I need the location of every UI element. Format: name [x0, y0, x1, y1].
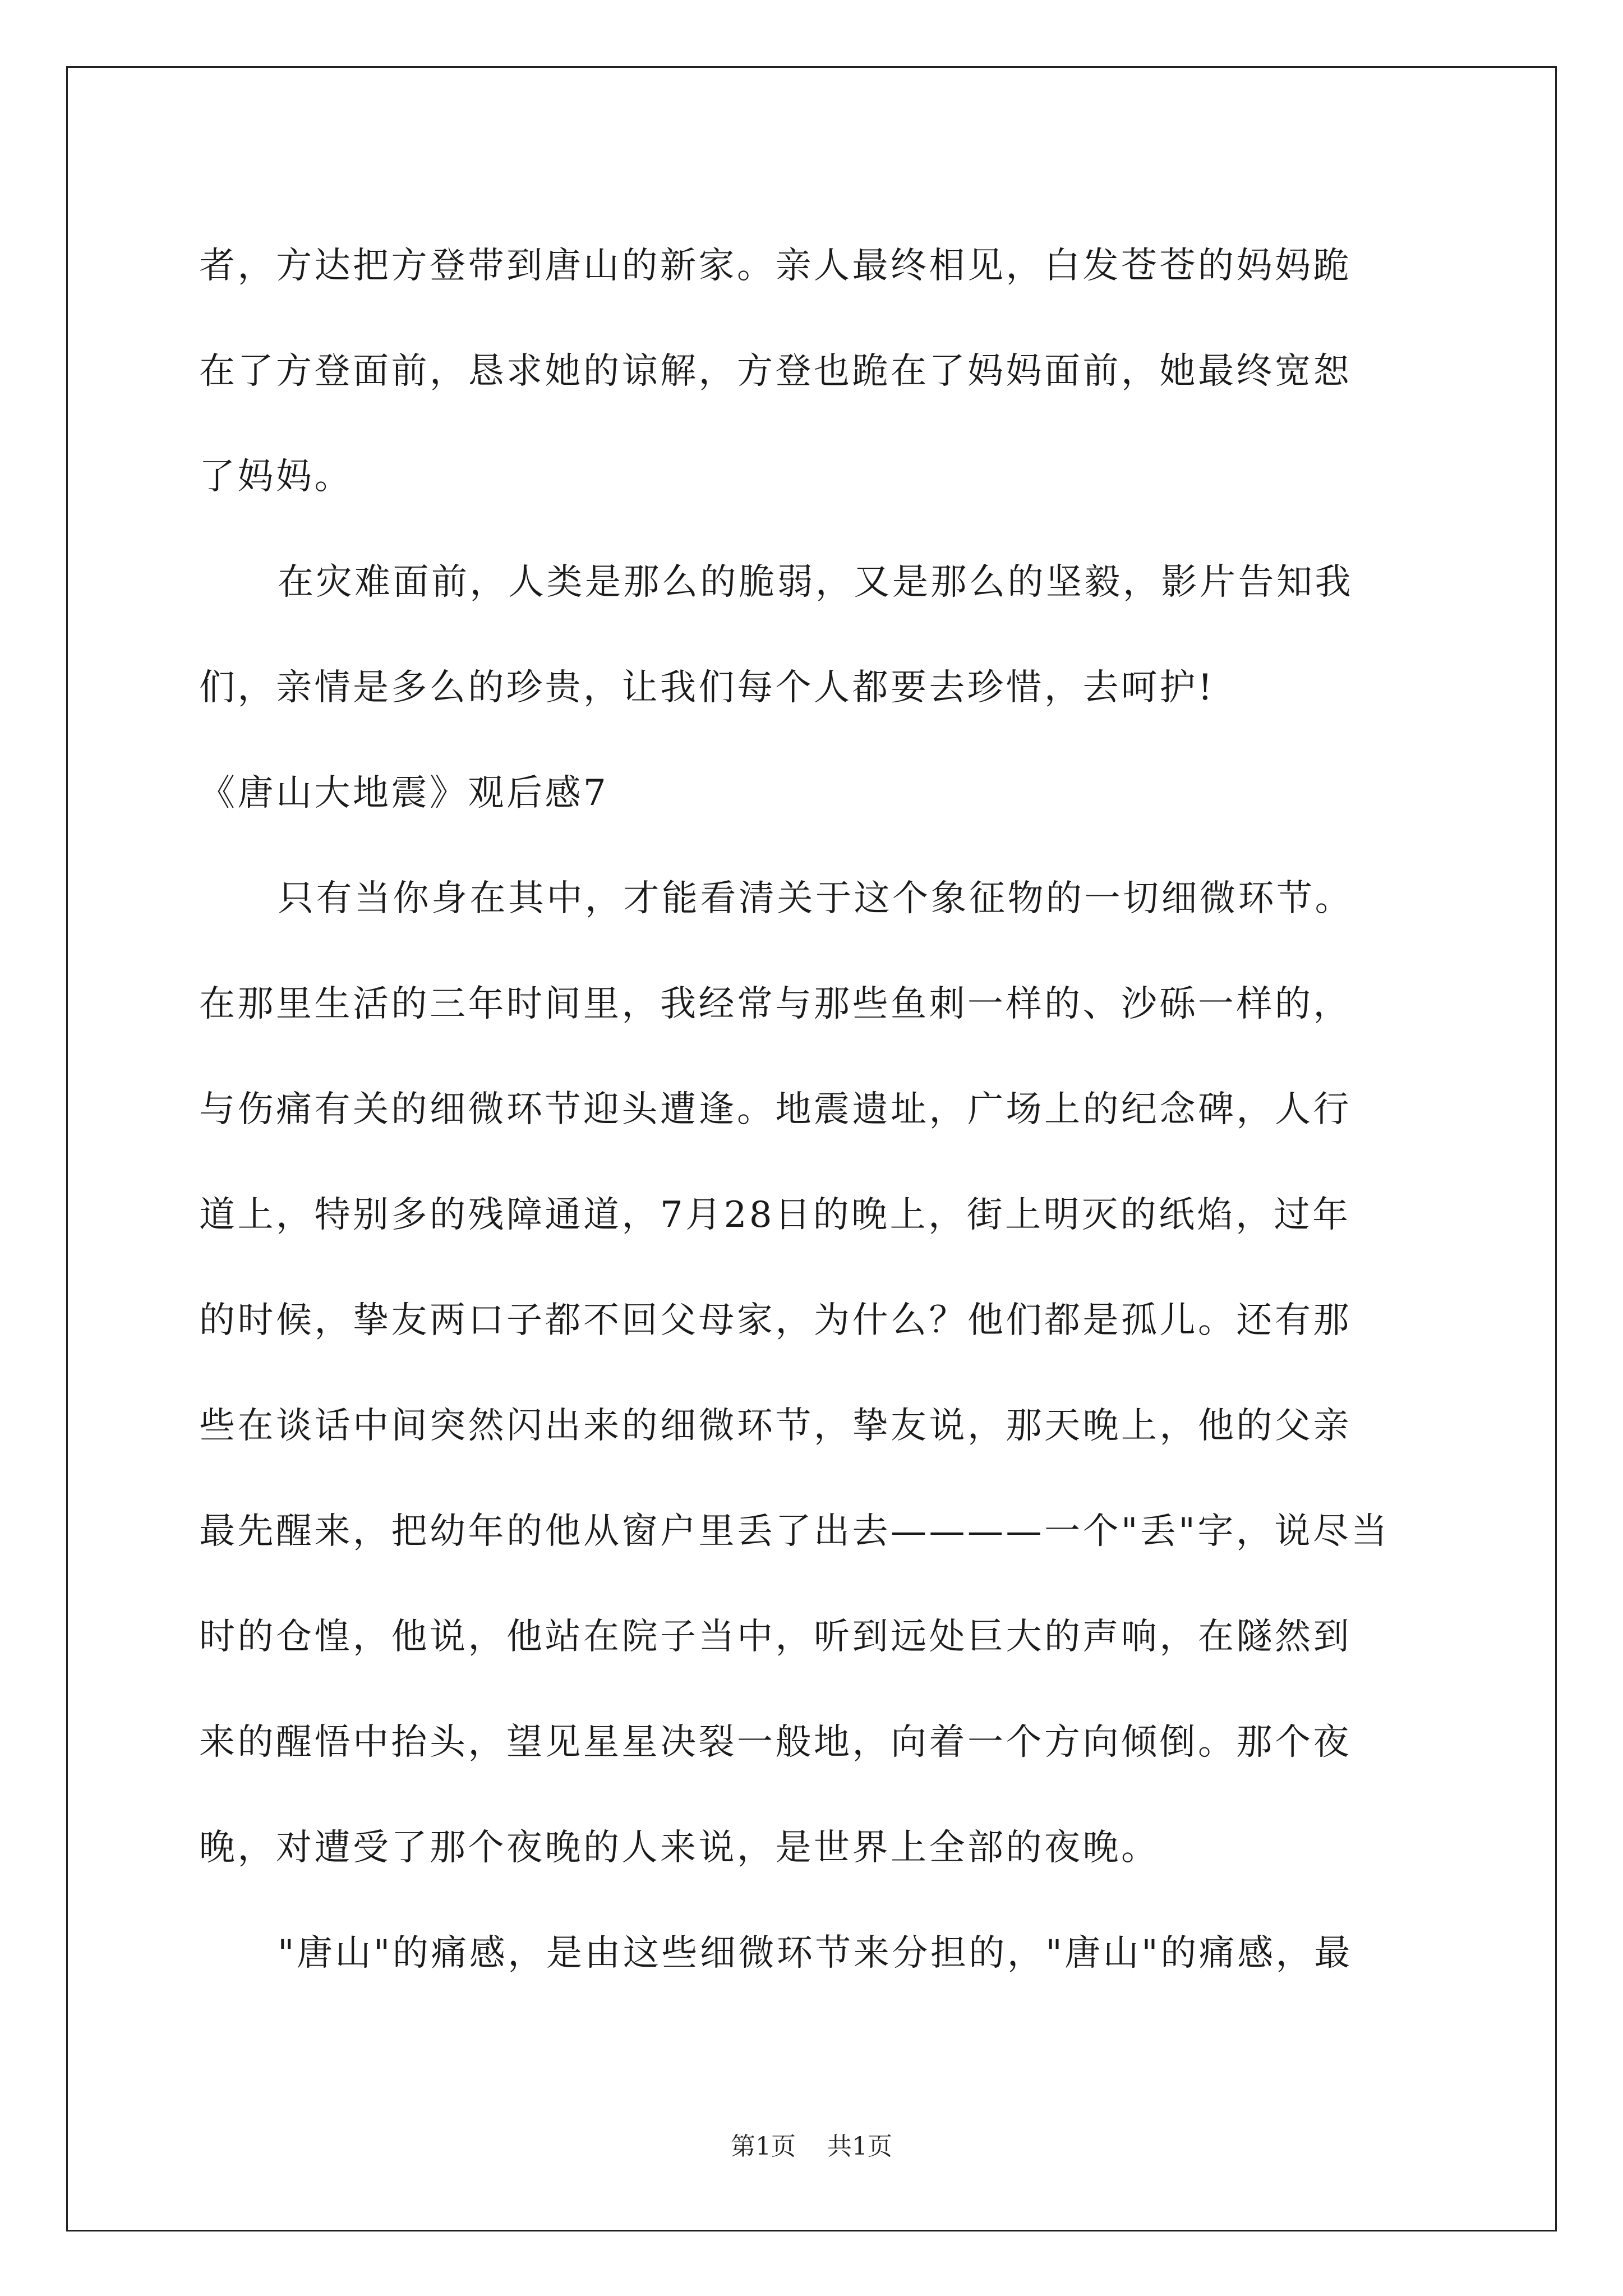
paragraph-start-line: 在灾难面前，人类是那么的脆弱，又是那么的坚毅，影片告知我	[278, 562, 1353, 603]
text-line: 些在谈话中间突然闪出来的细微环节，挚友说，那天晚上，他的父亲	[199, 1405, 1352, 1447]
text-line: 在了方登面前，恳求她的谅解，方登也跪在了妈妈面前，她最终宽恕	[199, 351, 1352, 392]
text-line: 的时候，挚友两口子都不回父母家，为什么？他们都是孤儿。还有那	[199, 1300, 1352, 1341]
section-heading: 《唐山大地震》观后感7	[199, 772, 609, 814]
text-line: 者，方达把方登带到唐山的新家。亲人最终相见，白发苍苍的妈妈跪	[199, 245, 1352, 287]
page-footer	[0, 2126, 1623, 2162]
text-line: 道上，特别多的残障通道，7月28日的晚上，街上明灭的纸焰，过年	[199, 1194, 1351, 1236]
text-line: 与伤痛有关的细微环节迎头遭逢。地震遗址，广场上的纪念碑，人行	[199, 1089, 1352, 1130]
text-line: 晚，对遭受了那个夜晚的人来说，是世界上全部的夜晚。	[199, 1827, 1160, 1869]
text-line: 时的仓惶，他说，他站在院子当中，听到远处巨大的声响，在隧然到	[199, 1616, 1352, 1658]
text-line: 了妈妈。	[199, 456, 353, 498]
paragraph-start-line: "唐山"的痛感，是由这些细微环节来分担的，"唐山"的痛感，最	[278, 1932, 1353, 1974]
page-number: 第1页	[731, 2132, 796, 2161]
document-body	[199, 213, 1433, 2006]
paragraph-start-line: 只有当你身在其中，才能看清关于这个象征物的一切细微环节。	[278, 878, 1353, 919]
text-line: 来的醒悟中抬头，望见星星决裂一般地，向着一个方向倾倒。那个夜	[199, 1722, 1352, 1763]
page-total: 共1页	[827, 2132, 892, 2161]
text-line: 们，亲情是多么的珍贵，让我们每个人都要去珍惜，去呵护!	[199, 667, 1215, 708]
text-line: 最先醒来，把幼年的他从窗户里丢了出去————一个"丢"字，说尽当	[199, 1511, 1390, 1552]
text-line: 在那里生活的三年时间里，我经常与那些鱼刺一样的、沙砾一样的，	[199, 983, 1352, 1025]
